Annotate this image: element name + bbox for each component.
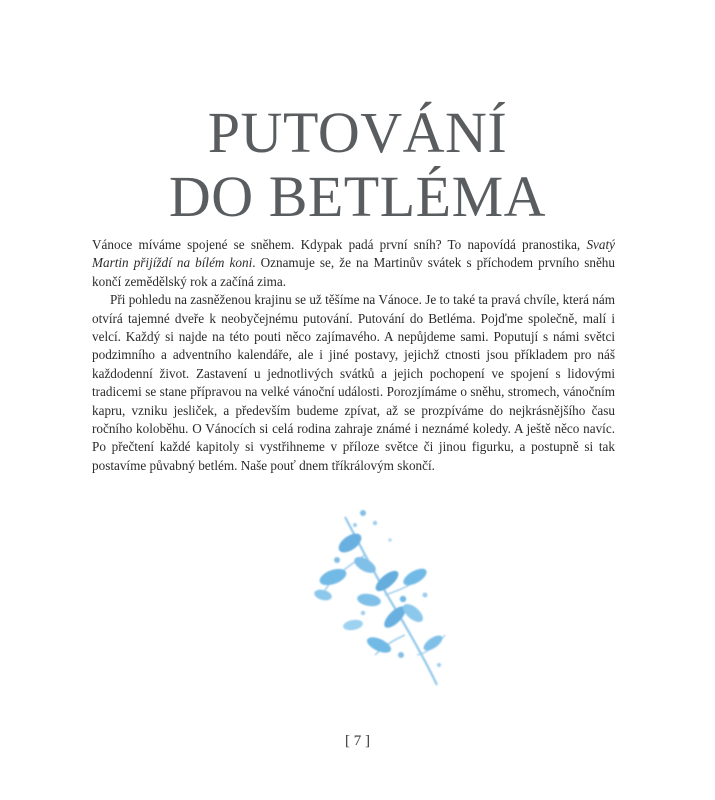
title-line-2: DO BETLÉMA [168, 163, 547, 229]
paragraph-1-text-b: . Oznamuje se, že na Martinův svátek s příchodem prvního sněhu končí zemědělský rok a začíná zima. [92, 255, 615, 289]
watercolor-leafy-branch-icon [305, 495, 455, 695]
paragraph-1-text-a: Vánoce míváme spojené se sněhem. Kdypak padá první sníh? To napovídá pranostika, [92, 237, 587, 252]
body-text [92, 236, 615, 475]
pranostika-quote: Svatý Martin přijíždí na bílém koni [92, 237, 615, 271]
title-line-1: PUTOVÁNÍ [207, 99, 508, 165]
page-title [0, 101, 715, 229]
paragraph-1 [92, 236, 615, 291]
paragraph-2: Při pohledu na zasněženou krajinu se už těšíme na Vánoce. Je to také ta pravá chvíle, která nám otvírá tajemné dveře k neobyčejnému putování. Putování do Betléma. Pojďme společně, malí i velcí. Každý si najde na této pouti něco zajímavého. A nepůjdeme sami. Poputují s námi světci podzimního a adventního kalendáře, ale i jiné postavy, jejichž ctnosti jsou příkladem pro náš každodenní život. Zastavení u jednotlivých svátků a jejich pochopení ve spojení s lidovými tradicemi se stane přípravou na velké vánoční události. Porozjímáme o sněhu, stromech, vánočním kapru, vzniku jesliček, a především budeme zpívat, až se prozpíváme do nejkrásnějšího času ročního koloběhu. O Vánocích si celá rodina zahraje známé i neznámé koledy. A ještě něco navíc. Po přečtení každé kapitoly si vystřihneme v příloze světce či jinou figurku, a postupně si tak postavíme půvabný betlém. Naše pouť dnem tříkrálovým skončí. [92, 292, 615, 473]
page-number: [ 7 ] [345, 733, 370, 749]
